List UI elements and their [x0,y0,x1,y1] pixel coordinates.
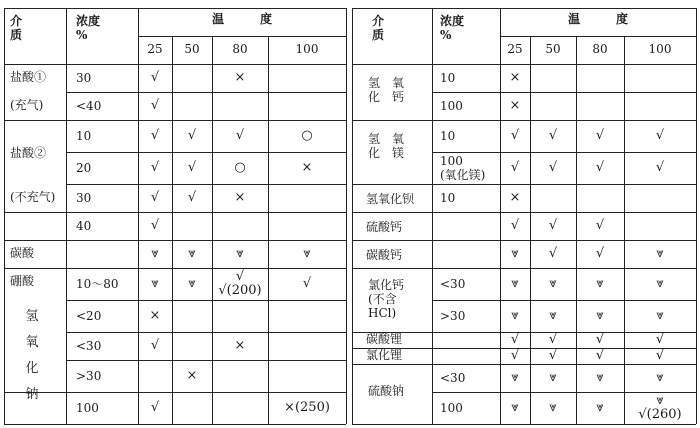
row-rule [432,152,696,153]
concentration-value: 100 [76,401,99,415]
cell-mark: √ [548,332,558,347]
concentration-header: 浓度 % [440,14,465,42]
concentration-value: <30 [440,277,466,291]
cell-mark: √ [150,70,160,85]
row-rule [352,64,696,65]
temperature-header: 温 度 [567,12,628,26]
cell-mark: ⩔ [188,276,196,291]
cell-mark: ⩔ [511,246,519,261]
concentration-value: 20 [76,161,92,175]
temp-header-25: 25 [147,42,163,56]
cell-mark: ⩔ [511,308,519,323]
cell-mark: ⩔ [511,276,519,291]
row-rule [4,240,346,241]
medium-label: (充气) [10,98,44,112]
cell-mark: √ [150,98,160,113]
cell-mark: ⩔ [596,308,604,323]
cell-mark: √ [655,160,665,175]
row-rule [352,268,696,269]
row-rule [352,212,696,213]
row-rule [432,92,696,93]
cell-mark: ⩔ [549,276,557,291]
table-border-bottom [352,424,696,425]
medium-label: 硼酸 [10,274,35,288]
row-rule [66,92,346,93]
cell-mark: ⩔ [303,246,311,261]
cell-mark: ⩔ [596,400,604,415]
cell-mark: √ [548,160,558,175]
cell-mark: √ [150,400,160,415]
concentration-value: 10 [440,71,456,85]
cell-mark: × [509,70,521,85]
table-border-top [4,8,346,9]
medium-label: 氯化锂 [366,348,403,362]
temp-header-80: 80 [592,42,608,56]
medium-label: 氯化钙 (不含 HCl) [368,278,405,320]
cell-mark: ⩔ [549,370,557,385]
concentration-value: <40 [76,99,102,113]
cell-mark: √ [655,332,665,347]
medium-label: 盐酸① [10,70,47,84]
row-rule [4,268,346,269]
concentration-value: 30 [76,71,92,85]
cell-mark: ⩔ [188,246,196,261]
concentration-value: 10 [76,129,92,143]
temperature-header: 温 度 [211,12,272,26]
cell-mark: ⩔ [151,276,159,291]
table-border-top [352,8,696,9]
medium-label: 碳酸 [10,246,35,260]
cell-mark: ⩔ [511,400,519,415]
temp-header-100: 100 [295,42,319,56]
cell-mark: √ [150,218,160,233]
concentration-value: 30 [76,191,92,205]
cell-mark: √ [595,160,605,175]
header-rule [500,36,696,37]
cell-mark: ×(250) [284,400,330,415]
row-rule [352,120,696,121]
column-rule [212,36,213,424]
concentration-value: <30 [76,339,102,353]
medium-header: 介 质 [372,14,385,42]
temp-header-50: 50 [184,42,200,56]
header-rule [138,36,346,37]
cell-mark: √ [187,128,197,143]
medium-label: 碳酸锂 [366,332,403,346]
cell-mark: √ [510,218,520,233]
row-rule [66,300,346,301]
cell-mark: ⩔ √(260) [638,393,682,422]
cell-mark: √ [595,218,605,233]
table-border-right [696,8,697,424]
medium-label: 盐酸② [10,146,47,160]
cell-mark: √ [655,348,665,363]
table-border-right [346,8,347,424]
cell-mark: √ [548,348,558,363]
medium-header: 介 质 [10,14,23,42]
cell-mark: √ [595,246,605,261]
concentration-value: 100 [440,99,463,113]
cell-mark: √ [595,332,605,347]
row-rule [4,392,346,393]
column-rule [624,36,625,424]
cell-mark: ⩔ [656,370,664,385]
cell-mark: √ [510,332,520,347]
concentration-value: 100 [440,401,463,415]
cell-mark: × [186,368,198,383]
cell-mark: ⩔ [549,400,557,415]
concentration-value: 40 [76,219,92,233]
cell-mark: √ √(200) [218,269,262,298]
cell-mark: × [509,98,521,113]
concentration-value: >30 [440,309,466,323]
concentration-value: 100 (氧化镁) [440,154,486,182]
cell-mark: √ [150,160,160,175]
cell-mark: × [234,338,246,353]
table-border-left [4,8,5,424]
cell-mark: ○ [234,160,246,175]
table-border-left [352,8,353,424]
cell-mark: × [509,190,521,205]
cell-mark: √ [548,128,558,143]
cell-mark: ⩔ [596,276,604,291]
cell-mark: ⩔ [151,246,159,261]
medium-label: 硫酸钠 [368,384,405,398]
cell-mark: √ [510,160,520,175]
column-rule [66,8,67,424]
cell-mark: √ [510,128,520,143]
row-rule [66,332,346,333]
table-border-bottom [4,424,346,425]
medium-label: (不充气) [10,190,56,204]
row-rule [66,152,346,153]
concentration-value: >30 [76,369,102,383]
cell-mark: √ [150,338,160,353]
cell-mark: × [234,70,246,85]
column-rule [268,36,269,424]
row-rule [4,64,346,65]
cell-mark: ⩔ [236,246,244,261]
cell-mark: × [149,308,161,323]
cell-mark: ⩔ [549,308,557,323]
row-rule [4,120,346,121]
column-rule [172,36,173,424]
medium-label: 氢 氧 化 钠 [25,309,39,402]
medium-label: 碳酸钙 [366,248,403,262]
cell-mark: √ [150,190,160,205]
row-rule [352,184,696,185]
row-rule [432,300,696,301]
concentration-value: <20 [76,309,102,323]
temp-header-50: 50 [545,42,561,56]
cell-mark: √ [595,348,605,363]
cell-mark: ⩔ [511,370,519,385]
temp-header-100: 100 [648,42,672,56]
temp-header-25: 25 [507,42,523,56]
cell-mark: √ [187,190,197,205]
cell-mark: ○ [301,128,313,143]
cell-mark: ⩔ [656,308,664,323]
cell-mark: √ [548,218,558,233]
cell-mark: √ [595,128,605,143]
concentration-value: <30 [440,371,466,385]
cell-mark: ⩔ [656,276,664,291]
cell-mark: √ [510,348,520,363]
cell-mark: √ [655,128,665,143]
concentration-header: 浓度 % [76,14,101,42]
cell-mark: ⩔ [596,370,604,385]
medium-label: 氢 氧 化 钙 [368,76,405,104]
row-rule [352,364,696,365]
cell-mark: √ [150,128,160,143]
medium-label: 氢 氧 化 镁 [368,132,405,160]
column-rule [432,8,433,424]
row-rule [66,184,346,185]
row-rule [352,240,696,241]
concentration-value: 10 [440,129,456,143]
cell-mark: √ [187,160,197,175]
temp-header-80: 80 [232,42,248,56]
cell-mark: ⩔ [656,246,664,261]
row-rule [4,212,346,213]
concentration-value: 10～80 [76,277,119,291]
cell-mark: √ [302,276,312,291]
cell-mark: × [301,160,313,175]
cell-mark: √ [548,246,558,261]
cell-mark: × [234,190,246,205]
medium-label: 硫酸钙 [366,220,403,234]
concentration-value: 10 [440,191,456,205]
cell-mark: √ [235,128,245,143]
row-rule [66,360,346,361]
medium-label: 氢氧化钡 [366,192,415,206]
